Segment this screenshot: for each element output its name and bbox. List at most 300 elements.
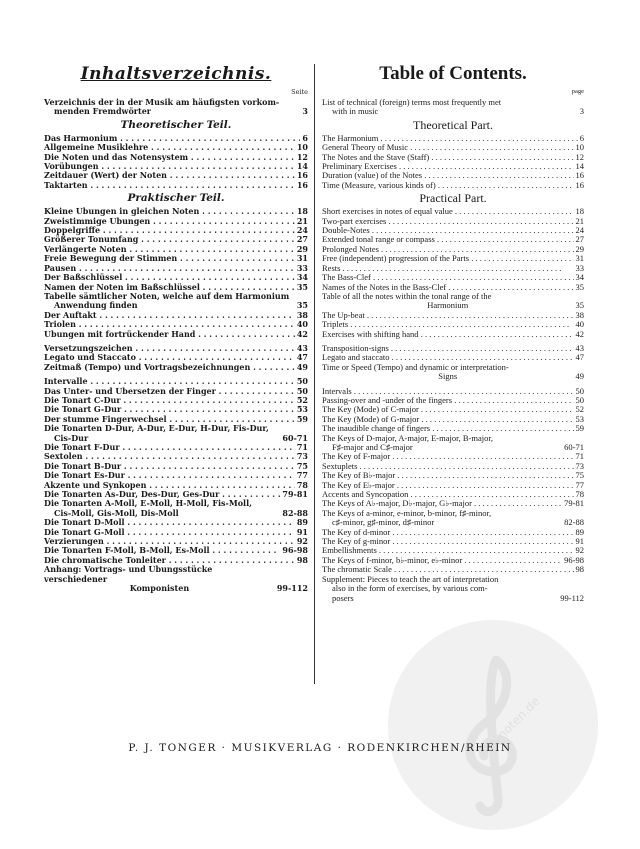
toc-entry-text: [44, 344, 295, 353]
toc-entry-title: Die Tonart D-Moll: [44, 518, 125, 528]
toc-entry-page: 59: [296, 413, 308, 424]
toc-entry-title: Sextuplets: [322, 461, 358, 471]
toc-entry: [322, 565, 584, 574]
toc-entry-title: The Key of d-minor: [322, 527, 391, 537]
toc-entry-title: Vorübungen: [44, 162, 99, 172]
toc-entry-page: 50: [575, 394, 584, 405]
toc-entry-text: [44, 546, 280, 555]
toc-entry: [322, 528, 584, 537]
toc-entry-text: [44, 162, 295, 171]
toc-entry-page: 16: [575, 179, 584, 190]
toc-entry-title: Time or Speed (Tempo) and dynamic or interpretation-: [322, 362, 509, 372]
toc-entry-page: 31: [575, 253, 584, 264]
toc-entry-text: [322, 217, 574, 226]
toc-entry: [322, 363, 584, 382]
toc-entry: [322, 471, 584, 480]
toc-title-english: Table of Contents.: [379, 63, 527, 84]
toc-entry-page: 14: [575, 161, 584, 172]
toc-entry-text: [44, 471, 295, 480]
toc-entry-title: Legato and staccato: [322, 353, 390, 363]
toc-entry-text: [322, 546, 574, 555]
toc-entry-text: [322, 273, 574, 282]
toc-entry-text: [322, 396, 574, 405]
toc-entry-text: [44, 207, 295, 216]
treble-clef-watermark-icon: [388, 620, 598, 830]
toc-entry: [44, 217, 308, 226]
toc-entry: [322, 143, 584, 152]
toc-entry-page: 27: [575, 234, 584, 245]
toc-entry-text: [44, 415, 295, 424]
toc-entry-page: 21: [575, 215, 584, 226]
toc-entry-text: [322, 226, 574, 235]
toc-entry-continuation: c♯-minor, g♯-minor, d♯-minor: [332, 517, 435, 528]
toc-entry-page: 31: [296, 253, 308, 264]
toc-entry-page: 47: [296, 352, 308, 363]
toc-entry: [44, 556, 308, 565]
toc-entry-page: 71: [575, 451, 584, 462]
toc-entry: [44, 207, 308, 216]
toc-entry-title: Verzeichnis der in der Musik am häufigsten vorkom-: [44, 98, 280, 107]
toc-entry: [322, 171, 584, 180]
toc-entry: [322, 575, 584, 603]
toc-entry-text: [322, 162, 574, 171]
toc-entry-page: 16: [296, 179, 308, 190]
toc-entry: [44, 153, 308, 162]
toc-entry-page: 82-88: [282, 507, 308, 518]
toc-entry: [44, 98, 308, 117]
toc-entry-text: [322, 452, 574, 461]
toc-entry-text: [322, 171, 574, 180]
toc-entry-page: 77: [575, 479, 584, 490]
toc-entry-continuation: with in music: [332, 106, 379, 117]
toc-entry-text: [44, 217, 295, 226]
toc-entry-page: 73: [296, 451, 308, 462]
toc-entry-title: The Bass-Clef: [322, 273, 371, 283]
toc-entry-page: 3: [302, 106, 308, 117]
toc-entry: [44, 330, 308, 339]
toc-german: [44, 62, 308, 594]
toc-entry: [44, 387, 308, 396]
toc-entry: [322, 556, 584, 565]
toc-entry-title: Prolonged Notes: [322, 244, 379, 254]
toc-entry-text: [44, 443, 295, 452]
toc-entry-page: 75: [575, 470, 584, 481]
toc-entry-text: [44, 424, 280, 443]
page-column-header-german: Seite: [291, 88, 308, 96]
toc-entry-title: Accents and Syncopation: [322, 490, 409, 500]
toc-entry-page: 6: [579, 132, 584, 143]
toc-entry-title: Größerer Tonumfang: [44, 235, 139, 245]
toc-entry: [44, 320, 308, 329]
toc-entry-title: Freie Bewegung der Stimmen: [44, 254, 178, 264]
toc-entry-text: [44, 264, 295, 273]
toc-entry-title: Supplement: Pieces to teach the art of interpretation: [322, 574, 499, 584]
toc-entry-page: 35: [296, 300, 308, 311]
toc-entry-title: Free (independent) progression of the Parts: [322, 254, 470, 264]
toc-entry: [44, 415, 308, 424]
toc-entry-text: [44, 311, 295, 320]
toc-entry: [322, 396, 584, 405]
toc-entry-page: 21: [296, 215, 308, 226]
toc-entry: [44, 143, 308, 152]
toc-entry-continuation: Komponisten: [129, 583, 190, 594]
publisher-footer: P. J. TONGER · MUSIKVERLAG · RODENKIRCHEN/RHEIN: [128, 742, 512, 754]
toc-entry-text: [322, 471, 574, 480]
toc-entry-title: Zweistimmige Übungen: [44, 216, 151, 226]
toc-entry: [44, 518, 308, 527]
toc-entry-text: [44, 181, 295, 190]
toc-entry-text: [322, 245, 574, 254]
toc-entry-page: 96-98: [282, 545, 308, 556]
toc-entry: [322, 217, 584, 226]
toc-entry: [44, 424, 308, 443]
toc-entry-page: 38: [296, 309, 308, 320]
toc-entry: [322, 462, 584, 471]
intro-list-english: [322, 98, 584, 117]
toc-entry-title: List of technical (foreign) terms most frequently met: [322, 98, 502, 107]
toc-entry-title: Die Noten und das Notensystem: [44, 152, 189, 162]
toc-entry-text: [322, 499, 562, 508]
toc-entry: [322, 353, 584, 362]
toc-entry: [322, 415, 584, 424]
toc-entry: [322, 245, 584, 254]
toc-entry-page: 99-112: [276, 583, 308, 594]
toc-entry-text: [44, 528, 295, 537]
toc-entry-page: 71: [296, 442, 308, 452]
toc-entry-title: Verlängerte Noten: [44, 244, 127, 254]
toc-entry: [44, 264, 308, 273]
toc-entry-page: 29: [296, 243, 308, 254]
section-heading: Praktischer Teil.: [127, 192, 225, 205]
toc-entry: [322, 434, 584, 453]
toc-entry-title: The inaudible change of fingers: [322, 424, 431, 434]
toc-entry: [44, 462, 308, 471]
toc-entry-title: Die Tonart C-Dur: [44, 395, 121, 405]
toc-entry-page: 12: [296, 151, 308, 162]
toc-entry-page: 35: [575, 300, 584, 311]
toc-entry-text: [44, 387, 295, 396]
toc-entry-text: [322, 134, 578, 143]
toc-entry-continuation: posers: [332, 592, 354, 603]
toc-entry-title: Triplets: [322, 320, 349, 330]
toc-entry-page: 49: [296, 361, 308, 372]
toc-entry-title: Akzente und Synkopen: [44, 480, 147, 490]
toc-entry-text: [322, 434, 562, 453]
toc-entry-text: [44, 396, 295, 405]
toc-title-german: Inhaltsverzeichnis.: [80, 64, 272, 84]
toc-entry-title: The Key of g-minor: [322, 537, 391, 547]
toc-entry: [44, 181, 308, 190]
toc-entry: [44, 344, 308, 353]
section-heading: Practical Part.: [419, 191, 487, 206]
toc-entry-title: Two-part exercises: [322, 216, 387, 226]
toc-entry-title: Extended tonal range or compass: [322, 235, 435, 245]
toc-entry: [322, 226, 584, 235]
toc-entry-title: Transposition-signs: [322, 343, 389, 353]
toc-entry-text: [44, 481, 295, 490]
toc-entry-page: 78: [296, 479, 308, 490]
toc-entry-title: Die Tonart B-Dur: [44, 461, 122, 471]
toc-entry-title: Zeitdauer (Wert) der Noten: [44, 171, 167, 181]
toc-entry: [44, 405, 308, 414]
toc-entry-page: 24: [296, 225, 308, 236]
toc-entry-text: [322, 143, 574, 152]
toc-entry-title: Die Tonarten F-Moll, B-Moll, Es-Moll: [44, 546, 210, 556]
intro-list-german: [44, 98, 308, 117]
toc-entry: [44, 171, 308, 180]
toc-entry-continuation: Cis-Dur: [54, 432, 89, 443]
toc-entry-text: [322, 98, 578, 117]
toc-entry: [322, 320, 584, 329]
toc-entry-page: 35: [575, 281, 584, 292]
toc-entry-text: [44, 171, 295, 180]
toc-entry: [322, 207, 584, 216]
toc-entry-text: [44, 153, 295, 162]
toc-entry-continuation: menden Fremdwörter: [54, 106, 151, 117]
toc-entry-page: 18: [575, 206, 584, 217]
toc-entry-page: 3: [579, 106, 584, 117]
toc-entry-title: Der Baßschlüssel: [44, 273, 123, 283]
toc-entry-text: [44, 320, 295, 329]
toc-entry: [44, 292, 308, 311]
toc-entry: [44, 471, 308, 480]
toc-entry-text: [44, 235, 295, 244]
toc-entry-text: [44, 377, 295, 386]
toc-entry-title: Embellishments: [322, 546, 377, 556]
toc-entry-title: Der Auftakt: [44, 310, 97, 320]
toc-entry-title: The Keys of D-major, A-major, E-major, B-major,: [322, 433, 493, 443]
toc-entry-page: 16: [296, 170, 308, 181]
toc-entry-text: [322, 481, 574, 490]
toc-entry-text: [322, 344, 574, 353]
toc-entry-title: Intervalle: [44, 377, 88, 387]
toc-entry-title: The Key of F-major: [322, 452, 391, 462]
toc-entry-text: [44, 363, 295, 372]
toc-entry-title: Die Tonart F-Dur: [44, 443, 120, 452]
toc-entry-text: [44, 556, 295, 565]
toc-entry-title: Exercises with shifting hand: [322, 329, 419, 339]
toc-entry-text: [44, 283, 295, 292]
toc-entry-text: [322, 490, 574, 499]
toc-entry-page: 82-88: [564, 517, 584, 528]
toc-entry-title: The Key of B♭-major: [322, 471, 396, 481]
toc-entry-continuation: also in the form of exercises, by various com-: [332, 583, 488, 594]
toc-entry-page: 73: [575, 460, 584, 471]
toc-english: [322, 62, 584, 603]
toc-entry: [44, 235, 308, 244]
toc-entry-title: Das Harmonium: [44, 133, 118, 143]
toc-entry-page: 98: [575, 564, 584, 575]
toc-entry: [322, 181, 584, 190]
watermark-text: alle-noten.de: [476, 694, 543, 760]
toc-entry-text: [322, 153, 574, 162]
toc-entry-title: Double-Notes: [322, 226, 370, 236]
toc-entry-text: [322, 565, 574, 574]
toc-entry-title: Sextolen: [44, 452, 83, 462]
toc-entry-title: Die Tonart G-Moll: [44, 527, 125, 537]
toc-entry-page: 12: [575, 151, 584, 162]
toc-entry: [44, 499, 308, 518]
toc-entry-title: Anhang: Vortrags- und Übungsstücke verschiedener: [44, 565, 213, 584]
toc-entry: [322, 344, 584, 353]
toc-entry-page: 33: [575, 262, 584, 273]
toc-entry-page: 91: [575, 536, 584, 547]
toc-entry-text: [322, 462, 574, 471]
toc-entry-text: [44, 565, 275, 593]
toc-entry-text: [322, 353, 574, 362]
toc-entry-title: The Up-beat: [322, 310, 365, 320]
toc-entry-title: Die chromatische Tonleiter: [44, 555, 166, 565]
toc-entry-page: 14: [296, 161, 308, 172]
toc-entry: [322, 509, 584, 528]
toc-entry-page: 96-98: [564, 554, 584, 565]
toc-entry: [322, 537, 584, 546]
toc-entry-title: Allgemeine Musiklehre: [44, 143, 149, 153]
toc-entry: [44, 134, 308, 143]
toc-entry-page: 50: [575, 385, 584, 396]
toc-entry-page: 79-81: [564, 498, 584, 509]
section-heading: Theoretischer Teil.: [120, 118, 232, 131]
toc-entry-page: 59: [575, 423, 584, 434]
toc-entry-text: [322, 387, 574, 396]
toc-entry-page: 43: [296, 342, 308, 353]
toc-entry-page: 79-81: [282, 489, 308, 500]
toc-entry-page: 89: [296, 517, 308, 528]
page-column-header-english: page: [571, 88, 584, 95]
toc-entry-text: [44, 353, 295, 362]
toc-entry-title: Rests: [322, 263, 341, 273]
toc-entry: [322, 481, 584, 490]
toc-entry: [44, 565, 308, 593]
toc-entry-page: 99-112: [560, 592, 584, 603]
toc-entry-page: 18: [296, 206, 308, 217]
toc-entry-title: Das Unter- und Übersetzen der Finger: [44, 386, 216, 396]
toc-entry-text: [44, 226, 295, 235]
toc-entry-page: 52: [575, 404, 584, 415]
toc-entry-page: 53: [296, 404, 308, 415]
toc-entry-title: The Key (Mode) of C-major: [322, 405, 419, 415]
toc-entry-title: Pausen: [44, 263, 77, 273]
toc-entry-page: 27: [296, 234, 308, 245]
toc-entry-text: [44, 490, 280, 499]
toc-entry-text: [322, 292, 574, 311]
toc-entry-title: Namen der Noten im Baßschlüssel: [44, 282, 200, 292]
toc-entry: [44, 254, 308, 263]
toc-entry-title: Legato und Staccato: [44, 353, 136, 363]
toc-entry-page: 16: [575, 170, 584, 181]
toc-entry-title: The Key (Mode) of G-major: [322, 414, 420, 424]
toc-entry: [322, 273, 584, 282]
toc-entry-title: Doppelgriffe: [44, 226, 101, 236]
toc-entry: [322, 134, 584, 143]
toc-entry-page: 40: [575, 319, 584, 330]
toc-entry-page: 75: [296, 460, 308, 471]
toc-entry-text: [322, 330, 574, 339]
toc-entry-page: 91: [296, 526, 308, 537]
toc-entry-title: Die Tonart Es-Dur: [44, 471, 125, 481]
toc-entry-page: 10: [296, 142, 308, 153]
toc-entry-title: Die Tonart G-Dur: [44, 405, 122, 415]
toc-entry-page: 77: [296, 470, 308, 481]
toc-entry: [44, 363, 308, 372]
toc-entry: [44, 528, 308, 537]
toc-entry: [322, 405, 584, 414]
toc-entry-title: Kleine Übungen in gleichen Noten: [44, 207, 200, 217]
toc-entry: [322, 162, 584, 171]
toc-entry-text: [322, 556, 562, 565]
toc-entry-title: Tabelle sämtlicher Noten, welche auf dem Harmonium: [44, 291, 290, 301]
toc-entry-text: [44, 499, 280, 518]
column-divider: [314, 64, 315, 684]
toc-entry: [322, 499, 584, 508]
toc-entry-title: Die Tonarten D-Dur, A-Dur, E-Dur, H-Dur, Fis-Dur,: [44, 424, 269, 434]
section-heading: Theoretical Part.: [413, 117, 493, 132]
toc-entry-text: [322, 405, 574, 414]
toc-entry: [322, 490, 584, 499]
toc-entry: [322, 330, 584, 339]
toc-entry-page: 53: [575, 413, 584, 424]
toc-entry-text: [322, 415, 574, 424]
toc-entry-text: [322, 509, 562, 528]
toc-entry-title: Die Tonarten A-Moll, E-Moll, H-Moll, Fis-Moll,: [44, 499, 252, 509]
toc-entry-title: Übungen mit fortrückender Hand: [44, 329, 196, 339]
toc-entry: [44, 537, 308, 546]
toc-entry: [44, 283, 308, 292]
toc-entry-title: Taktarten: [44, 180, 88, 190]
toc-entry-page: 34: [296, 272, 308, 283]
toc-entry-text: [322, 283, 574, 292]
toc-entry-text: [44, 405, 295, 414]
toc-entry: [322, 98, 584, 117]
toc-entry: [322, 387, 584, 396]
toc-entry-text: [44, 292, 295, 311]
toc-entry-title: Versetzungszeichen: [44, 343, 133, 353]
toc-entry-text: [44, 134, 300, 143]
toc-entry-text: [44, 537, 295, 546]
toc-entry-text: [44, 245, 295, 254]
toc-entry-title: Zeitmaß (Tempo) und Vortragsbezeichnungen: [44, 362, 251, 372]
toc-entry: [44, 396, 308, 405]
toc-entry-page: 6: [302, 132, 308, 143]
toc-entry: [322, 311, 584, 320]
toc-entry-title: The Keys of a-minor, e-minor, b-minor, f♯-minor,: [322, 508, 492, 518]
toc-entry-continuation: Cis-Moll, Gis-Moll, Dis-Moll: [54, 507, 179, 518]
toc-entry-page: 42: [575, 328, 584, 339]
toc-entry-title: Duration (value) of the Notes: [322, 171, 423, 181]
toc-entry-text: [322, 181, 574, 190]
toc-entry-page: 33: [296, 262, 308, 273]
toc-entry-title: The Key of E♭-major: [322, 480, 395, 490]
toc-entry-page: 60-71: [564, 442, 584, 452]
toc-entry: [44, 490, 308, 499]
toc-entry: [44, 273, 308, 282]
toc-entry-page: 10: [575, 142, 584, 153]
toc-entry-text: [44, 330, 295, 339]
toc-entry-page: 92: [296, 536, 308, 547]
toc-entry-page: 98: [296, 554, 308, 565]
toc-entry: [44, 226, 308, 235]
toc-entry: [322, 452, 584, 461]
toc-entry: [44, 481, 308, 490]
toc-entry: [44, 353, 308, 362]
toc-entry-title: Names of the Notes in the Bass-Clef: [322, 282, 447, 292]
toc-entry-text: [44, 518, 295, 527]
toc-entry-title: The chromatic Scale: [322, 565, 392, 575]
toc-entry-title: General Theory of Music: [322, 143, 408, 153]
toc-entry-text: [322, 264, 574, 273]
toc-entry-page: 42: [296, 328, 308, 339]
toc-entry-text: [44, 143, 295, 152]
